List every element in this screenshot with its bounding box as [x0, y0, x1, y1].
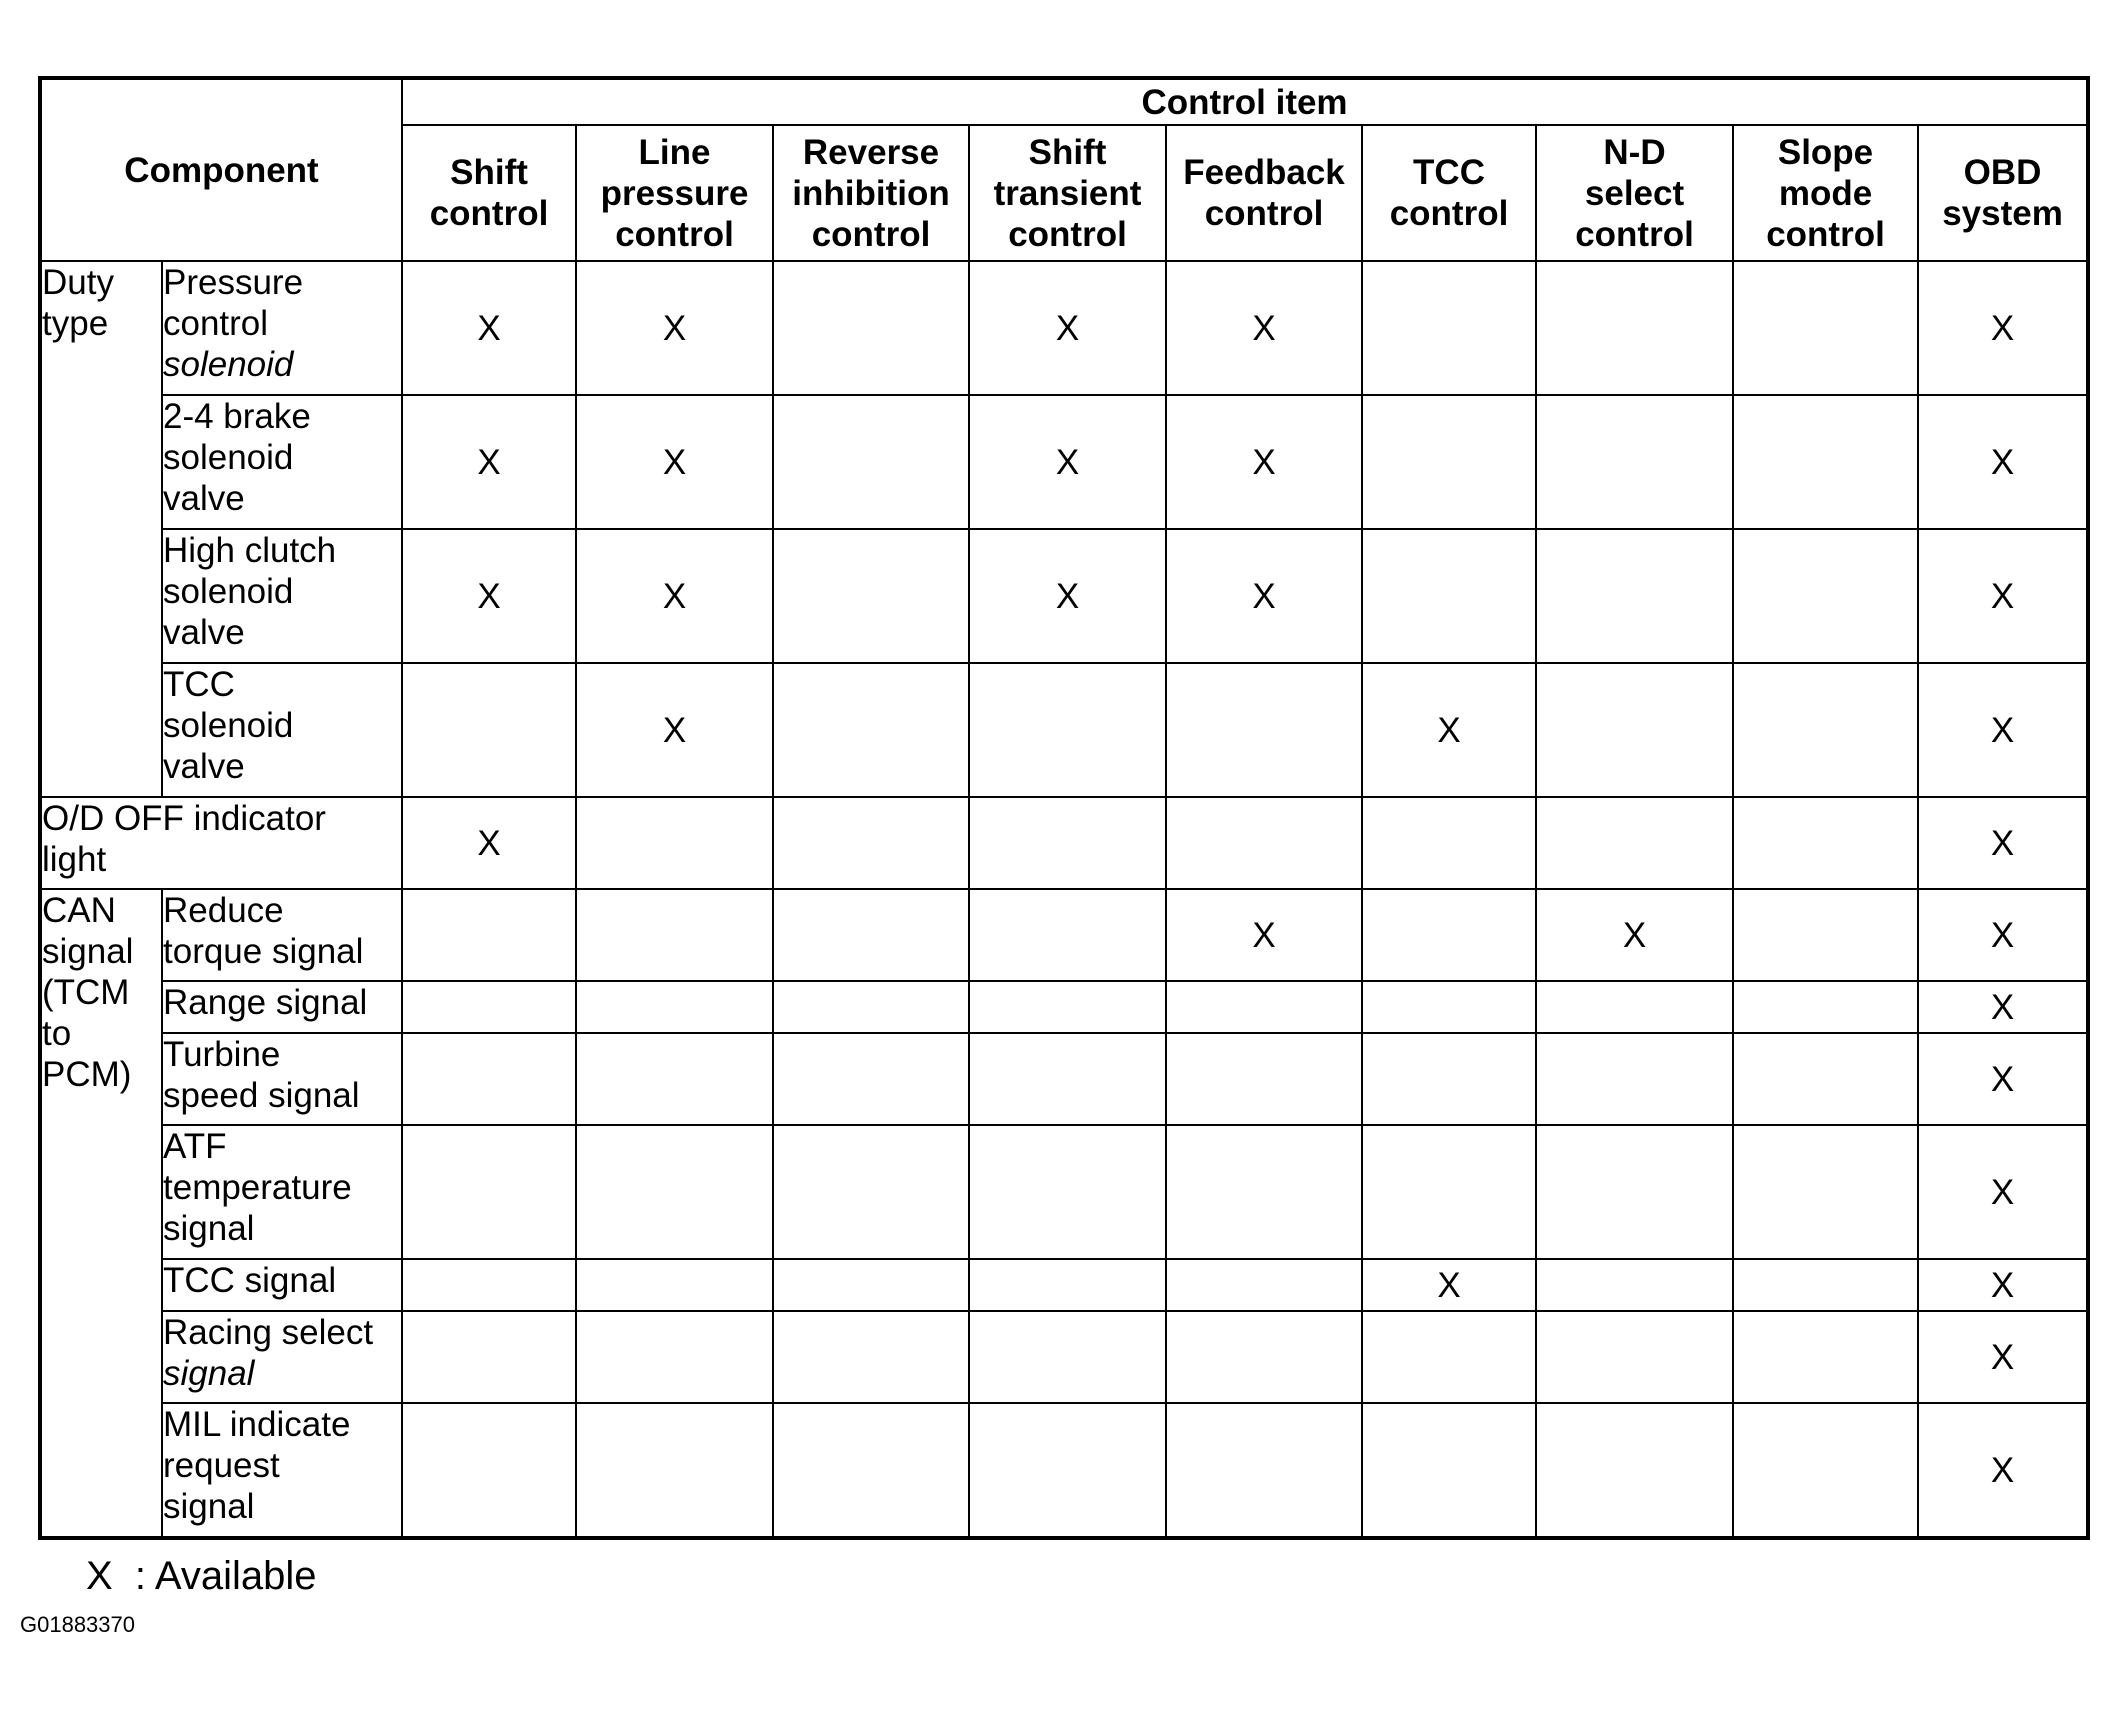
mark-cell: X — [1918, 261, 2088, 395]
table-row — [40, 1259, 2088, 1311]
mark-cell — [773, 1403, 969, 1538]
mark-cell — [1536, 663, 1733, 797]
mark-cell — [402, 981, 576, 1033]
mark-cell — [1536, 1311, 1733, 1403]
mark-cell — [576, 1033, 773, 1125]
mark-cell: X — [1918, 889, 2088, 981]
row-label: MIL indicate request signal — [162, 1403, 402, 1538]
mark-cell: X — [969, 395, 1166, 529]
mark-cell — [576, 797, 773, 889]
mark-cell — [969, 1311, 1166, 1403]
component-header: Component — [40, 78, 402, 261]
mark-cell: X — [1918, 1125, 2088, 1259]
mark-cell — [1733, 1259, 1918, 1311]
table-row — [40, 981, 2088, 1033]
mark-cell — [1733, 395, 1918, 529]
mark-cell — [1733, 529, 1918, 663]
row-label-text: Pressure control — [163, 263, 304, 343]
mark-cell: X — [1918, 981, 2088, 1033]
table-row — [40, 1403, 2088, 1538]
mark-cell: X — [402, 529, 576, 663]
mark-cell — [773, 981, 969, 1033]
mark-cell — [773, 1259, 969, 1311]
mark-cell — [773, 1311, 969, 1403]
mark-cell — [402, 1033, 576, 1125]
mark-cell — [1733, 797, 1918, 889]
mark-cell — [402, 1311, 576, 1403]
group-label-can-signal: CAN signal (TCM to PCM) — [40, 889, 162, 1538]
mark-cell — [1536, 797, 1733, 889]
mark-cell — [1166, 1125, 1362, 1259]
table-row — [40, 261, 2088, 395]
mark-cell — [773, 663, 969, 797]
mark-cell: X — [1918, 1403, 2088, 1538]
mark-cell — [402, 1125, 576, 1259]
mark-cell — [402, 663, 576, 797]
mark-cell: X — [1918, 529, 2088, 663]
mark-cell — [576, 981, 773, 1033]
row-label-text: Racing select — [163, 1313, 374, 1352]
row-label: Turbine speed signal — [162, 1033, 402, 1125]
column-header: TCC control — [1362, 125, 1536, 261]
mark-cell — [576, 889, 773, 981]
mark-cell — [773, 395, 969, 529]
mark-cell — [1362, 1311, 1536, 1403]
mark-cell — [1733, 1033, 1918, 1125]
control-item-matrix — [38, 76, 2090, 1540]
mark-cell — [1362, 261, 1536, 395]
column-header: Slope mode control — [1733, 125, 1918, 261]
mark-cell — [1733, 1125, 1918, 1259]
mark-cell — [969, 663, 1166, 797]
mark-cell — [1733, 981, 1918, 1033]
mark-cell — [969, 797, 1166, 889]
mark-cell: X — [402, 797, 576, 889]
mark-cell — [1733, 1311, 1918, 1403]
mark-cell — [969, 1033, 1166, 1125]
column-header: N-D select control — [1536, 125, 1733, 261]
mark-cell — [773, 889, 969, 981]
column-header: OBD system — [1918, 125, 2088, 261]
mark-cell: X — [402, 261, 576, 395]
table-row — [40, 1311, 2088, 1403]
mark-cell — [1166, 1311, 1362, 1403]
mark-cell — [1536, 395, 1733, 529]
table-row — [40, 529, 2088, 663]
mark-cell: X — [1918, 663, 2088, 797]
row-label-italic: signal — [163, 1354, 255, 1393]
mark-cell — [1362, 1403, 1536, 1538]
mark-cell: X — [1918, 797, 2088, 889]
mark-cell — [1536, 1033, 1733, 1125]
table-row — [40, 1033, 2088, 1125]
mark-cell: X — [1166, 395, 1362, 529]
mark-cell — [1166, 1259, 1362, 1311]
mark-cell — [773, 261, 969, 395]
mark-cell — [969, 1125, 1166, 1259]
column-header: Feedback control — [1166, 125, 1362, 261]
control-item-header: Control item — [402, 78, 2088, 125]
mark-cell — [773, 529, 969, 663]
group-label-duty-type: Duty type — [40, 261, 162, 797]
mark-cell — [969, 981, 1166, 1033]
mark-cell: X — [402, 395, 576, 529]
row-label: Reduce torque signal — [162, 889, 402, 981]
row-label: High clutch solenoid valve — [162, 529, 402, 663]
mark-cell — [969, 889, 1166, 981]
table-row — [40, 395, 2088, 529]
mark-cell — [1362, 797, 1536, 889]
mark-cell — [1536, 1125, 1733, 1259]
mark-cell — [1362, 1033, 1536, 1125]
mark-cell — [1166, 1403, 1362, 1538]
mark-cell: X — [1918, 1259, 2088, 1311]
mark-cell: X — [576, 529, 773, 663]
mark-cell — [1166, 663, 1362, 797]
mark-cell — [1166, 797, 1362, 889]
mark-cell: X — [1918, 395, 2088, 529]
column-header: Line pressure control — [576, 125, 773, 261]
mark-cell — [773, 797, 969, 889]
mark-cell — [1733, 889, 1918, 981]
mark-cell — [773, 1033, 969, 1125]
mark-cell — [969, 1403, 1166, 1538]
row-label: O/D OFF indicator light — [40, 797, 402, 889]
mark-cell: X — [576, 663, 773, 797]
mark-cell — [1362, 395, 1536, 529]
mark-cell — [1362, 529, 1536, 663]
mark-cell: X — [1918, 1033, 2088, 1125]
mark-cell — [576, 1259, 773, 1311]
mark-cell — [576, 1403, 773, 1538]
row-label: TCC solenoid valve — [162, 663, 402, 797]
mark-cell: X — [1918, 1311, 2088, 1403]
legend: X : Available — [86, 1554, 317, 1598]
row-label — [162, 1311, 402, 1403]
mark-cell — [1362, 889, 1536, 981]
table-row — [40, 1125, 2088, 1259]
mark-cell: X — [969, 261, 1166, 395]
column-header: Shift transient control — [969, 125, 1166, 261]
mark-cell — [1536, 1403, 1733, 1538]
mark-cell: X — [576, 395, 773, 529]
row-label: Range signal — [162, 981, 402, 1033]
mark-cell: X — [969, 529, 1166, 663]
mark-cell — [1362, 981, 1536, 1033]
mark-cell — [1536, 981, 1733, 1033]
mark-cell — [576, 1311, 773, 1403]
row-label: 2-4 brake solenoid valve — [162, 395, 402, 529]
mark-cell — [1733, 663, 1918, 797]
mark-cell — [1362, 1125, 1536, 1259]
mark-cell — [576, 1125, 773, 1259]
table-row — [40, 663, 2088, 797]
row-label — [162, 261, 402, 395]
table-row — [40, 889, 2088, 981]
mark-cell — [1733, 261, 1918, 395]
mark-cell — [969, 1259, 1166, 1311]
mark-cell — [402, 889, 576, 981]
mark-cell: X — [1166, 889, 1362, 981]
mark-cell — [402, 1259, 576, 1311]
mark-cell: X — [576, 261, 773, 395]
mark-cell — [1536, 1259, 1733, 1311]
mark-cell — [1536, 261, 1733, 395]
column-header: Reverse inhibition control — [773, 125, 969, 261]
mark-cell — [1536, 529, 1733, 663]
mark-cell — [1166, 981, 1362, 1033]
mark-cell: X — [1362, 663, 1536, 797]
mark-cell: X — [1536, 889, 1733, 981]
mark-cell — [1733, 1403, 1918, 1538]
row-label: ATF temperature signal — [162, 1125, 402, 1259]
mark-cell — [773, 1125, 969, 1259]
mark-cell — [402, 1403, 576, 1538]
mark-cell — [1166, 1033, 1362, 1125]
row-label-italic: solenoid — [163, 345, 294, 384]
mark-cell: X — [1166, 529, 1362, 663]
mark-cell: X — [1362, 1259, 1536, 1311]
figure-id: G01883370 — [20, 1612, 135, 1637]
row-label: TCC signal — [162, 1259, 402, 1311]
table-row — [40, 797, 2088, 889]
column-header: Shift control — [402, 125, 576, 261]
mark-cell: X — [1166, 261, 1362, 395]
